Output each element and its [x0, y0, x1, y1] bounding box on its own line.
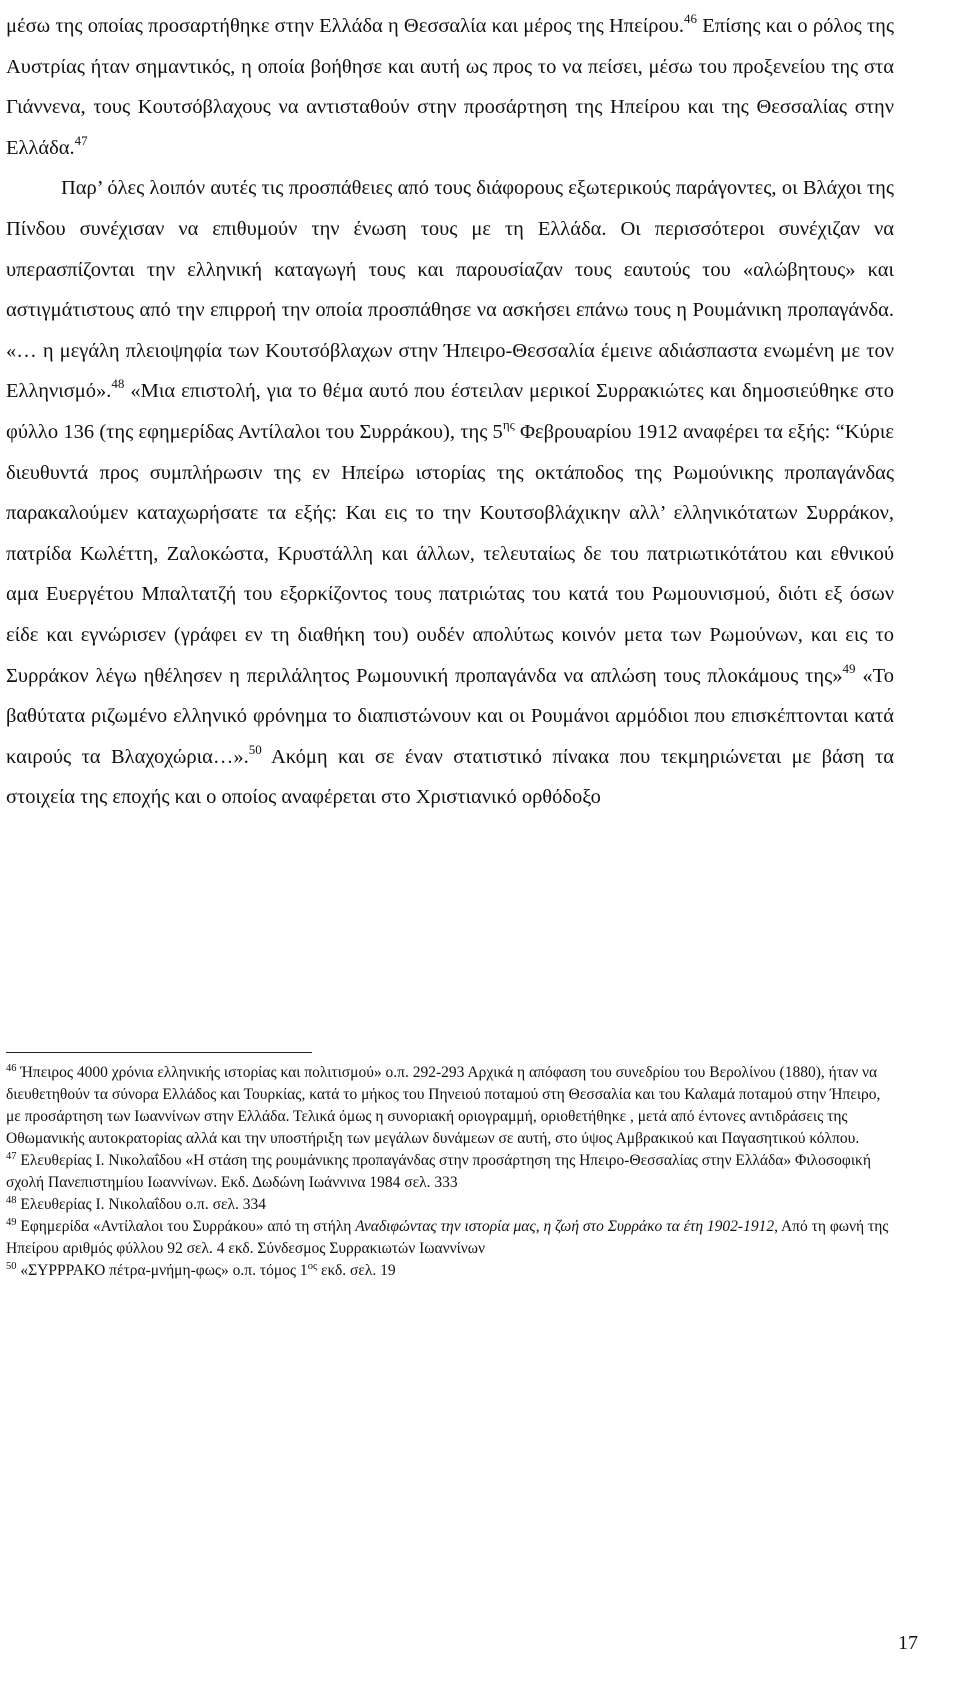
footnote-number: 50	[6, 1261, 17, 1272]
superscript-ref: 46	[684, 11, 698, 26]
footnotes	[6, 1062, 894, 1282]
body-text	[6, 6, 894, 818]
paragraph	[6, 6, 894, 168]
text-run: «ΣΥΡΡΡΑΚΟ πέτρα-μνήμη-φως» ο.π. τόμος 1	[16, 1262, 308, 1279]
footnote	[6, 1062, 894, 1150]
page-number: 17	[898, 1632, 918, 1654]
text-run: Ήπειρος 4000 χρόνια ελληνικής ιστορίας και πολιτισμού» ο.π. 292-293 Αρχικά η απόφαση του συνεδρίου του Βερολίνου (1880), ήταν να διευθετηθούν τα σύνορα Ελλάδος και Τουρκίας, κατά το μήκος του Πηνειού ποταμού στη Θεσσαλία και του Καλαμά ποταμού στην Ήπειρο, με προσάρτηση των Ιωαννίνων στην Ελλάδα. Τελικά όμως η συνοριακή οριογραμμή, οριοθετήθηκε , μετά από έντονες αντιδράσεις της Οθωμανικής αυτοκρατορίας αλλά και την υποστήριξη των μεγάλων δυνάμεων σε αυτή, στο ύψος Αμβρακικού και Παγασητικού κόλπου.	[6, 1064, 881, 1147]
footnote	[6, 1194, 894, 1216]
superscript-ref: ος	[307, 1261, 318, 1272]
superscript-ref: 48	[111, 376, 125, 392]
footnote	[6, 1260, 894, 1282]
text-run: Από τη φωνή της Ηπείρου αριθμός φύλλου 92 σελ. 4 εκδ. Σύνδεσμος Συρρακιωτών Ιωαννίνων	[6, 1218, 889, 1257]
text-run: Ελευθερίας Ι. Νικολαΐδου «Η στάση της ρουμάνικης προπαγάνδας στην προσάρτηση της Ηπειρο-Θεσσαλίας στην Ελλάδα» Φιλοσοφική σχολή Πανεπιστημίου Ιωαννίνων. Εκδ. Δωδώνη Ιωάννινα 1984 σελ. 333	[6, 1152, 871, 1191]
text-run: Εφημερίδα «Αντίλαλοι του Συρράκου» από τη στήλη	[16, 1218, 356, 1235]
paragraph	[6, 168, 894, 818]
superscript-ref: 50	[248, 741, 262, 757]
footnote-number: 46	[6, 1063, 17, 1074]
superscript-ref: ης	[502, 416, 515, 432]
text-run: Επίσης και ο ρόλος της Αυστρίας ήταν σημαντικός, η οποία βοήθησε και αυτή ως προς το να πείσει, μέσω του προξενείου της στα Γιάννενα, τους Κουτσόβλαχους να αντισταθούν στην προσάρτηση της Ηπείρου και της Θεσσαλίας στην Ελλάδα.	[6, 15, 895, 159]
text-run: Ελευθερίας Ι. Νικολαΐδου ο.π. σελ. 334	[16, 1196, 266, 1213]
text-run: «Μια επιστολή, για το θέμα αυτό που έστειλαν μερικοί Συρρακιώτες και δημοσιεύθηκε στο φύλλο 136 (της εφημερίδας Αντίλαλοι του Συρράκου), της 5	[6, 380, 894, 443]
text-run: Ακόμη και σε έναν στατιστικό πίνακα που τεκμηριώνεται με βάση τα στοιχεία της εποχής και ο οποίος αναφέρεται στο Χριστιανικό ορθόδοξο	[6, 745, 894, 809]
superscript-ref: 49	[842, 660, 856, 676]
text-run: Φεβρουαρίου 1912 αναφέρει τα εξής: “Κύριε διευθυντά προς συμπλήρωσιν της εν Ηπείρω ιστορίας της οκτάποδος της Ρωμούνικης προπαγάνδας παρακαλούμεν καταχωρήσατε τα εξής: Και εις το την Κουτσοβλάχικην αλλ’ ελληνικότατων Συρράκον, πατρίδα Κωλέττη, Ζαλοκώστα, Κρυστάλλη και άλλων, τελευταίως δε του πατριωτικότάτου και εθνικού αμα Ευεργέτου Μπαλτατζή του εξορκίζοντος τους πατριώτας του κατά του Ρωμουνισμού, διότι εξ όσων είδε και εγνώρισεν (γράφει εν τη διαθήκη του) ουδέν απολύτως κοινόν μετα των Ρωμούνων, και εις το Συρράκον λέγω ηθέλησεν η περιλάλητος Ρωμουνική προπαγάνδα να απλώση τους πλοκάμους της»	[6, 420, 895, 687]
footnote	[6, 1150, 894, 1194]
text-run: Παρ’ όλες λοιπόν αυτές τις προσπάθειες από τους διάφορους εξωτερικούς παράγοντες, οι Βλάχοι της Πίνδου συνέχισαν να επιθυμούν την ένωση τους με τη Ελλάδα. Οι περισσότεροι συνέχιζαν να υπερασπίζονται την ελληνική καταγωγή τους και παρουσίαζαν τους εαυτούς του «αλώβητους» και αστιγμάτιστους από την επιρροή την οποία προσπάθησε να ασκήσει επάνω τους η Ρουμάνικη προπαγάνδα. «… η μεγάλη πλειοψηφία των Κουτσόβλαχων στην Ήπειρο-Θεσσαλία έμεινε αδιάσπαστα ενωμένη με τον Ελληνισμό».	[6, 177, 894, 403]
footnote	[6, 1216, 894, 1260]
superscript-ref: 47	[74, 132, 88, 148]
italic-text: Αναδιφώντας την ιστορία μας, η ζωή στο Συρράκο τα έτη 1902-1912,	[355, 1218, 778, 1235]
footnote-separator	[6, 1052, 312, 1053]
footnote-number: 49	[6, 1217, 17, 1228]
footnote-number: 47	[6, 1151, 17, 1162]
text-run: εκδ. σελ. 19	[317, 1262, 396, 1279]
footnote-number: 48	[6, 1195, 17, 1206]
text-run: «Το βαθύτατα ριζωμένο ελληνικό φρόνημα το διαπιστώνουν και οι Ρουμάνοι αρμόδιοι που επισκέπτονται κατά καιρούς τα Βλαχοχώρια…».	[6, 664, 894, 768]
text-run: μέσω της οποίας προσαρτήθηκε στην Ελλάδα η Θεσσαλία και μέρος της Ηπείρου.	[6, 15, 685, 37]
